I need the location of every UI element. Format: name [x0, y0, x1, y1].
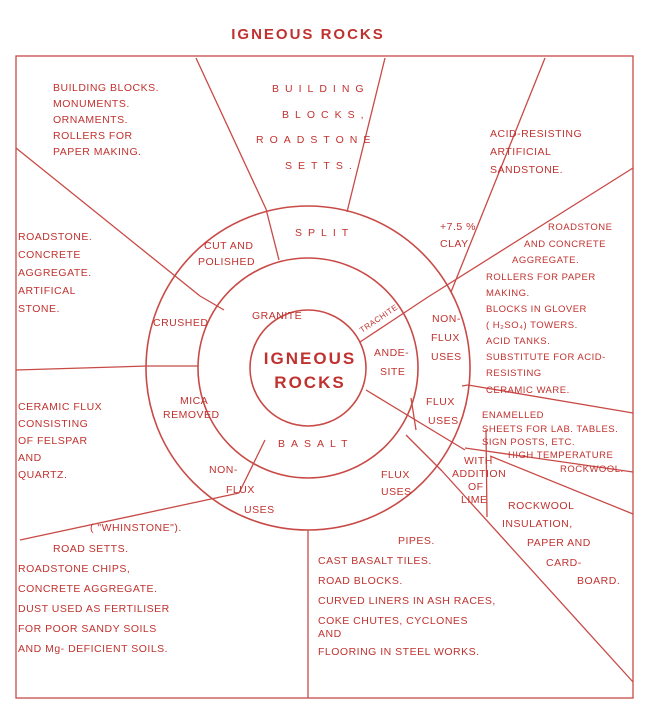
- trachite-label: TRACHITE: [358, 302, 400, 335]
- cut-polished-label-1: CUT AND: [204, 240, 254, 252]
- uses-rockwool-insulation: [502, 500, 620, 587]
- svg-text:ROAD BLOCKS.: ROAD BLOCKS.: [318, 575, 403, 587]
- andesite-flux-1: FLUX: [426, 396, 455, 408]
- svg-text:DUST USED AS FERTILISER: DUST USED AS FERTILISER: [18, 603, 170, 615]
- svg-text:CERAMIC FLUX: CERAMIC FLUX: [18, 401, 103, 413]
- uses-bottom-left: [18, 522, 182, 655]
- svg-text:LIME: LIME: [461, 494, 488, 506]
- svg-text:AND CONCRETE: AND CONCRETE: [524, 239, 607, 250]
- svg-text:ROADSTONE: ROADSTONE: [256, 134, 377, 146]
- svg-text:AND: AND: [18, 452, 42, 464]
- mica-removed-label-2: REMOVED: [163, 409, 220, 421]
- svg-text:ROLLERS FOR: ROLLERS FOR: [53, 130, 133, 142]
- svg-text:RESISTING: RESISTING: [486, 368, 542, 379]
- svg-text:( H₂SO₄) TOWERS.: ( H₂SO₄) TOWERS.: [486, 320, 578, 331]
- svg-text:FLOORING IN STEEL WORKS.: FLOORING IN STEEL WORKS.: [318, 646, 480, 658]
- uses-top-left: [53, 82, 159, 158]
- basalt-flux-2: USES: [381, 486, 412, 498]
- outer-ring: [146, 206, 470, 530]
- svg-text:ACID TANKS.: ACID TANKS.: [486, 336, 551, 347]
- svg-text:PAPER MAKING.: PAPER MAKING.: [53, 146, 142, 158]
- andesite-label-2: SITE: [380, 366, 406, 378]
- svg-text:ROADSTONE: ROADSTONE: [548, 222, 613, 233]
- svg-text:BLOCKS IN GLOVER: BLOCKS IN GLOVER: [486, 304, 587, 315]
- crushed-label: CRUSHED: [153, 317, 209, 329]
- svg-text:ARTIFICIAL: ARTIFICIAL: [490, 146, 552, 158]
- svg-text:ADDITION: ADDITION: [452, 468, 507, 480]
- svg-text:INSULATION,: INSULATION,: [502, 518, 573, 530]
- svg-text:ROAD SETTS.: ROAD SETTS.: [53, 543, 129, 555]
- andesite-label-1: ANDE-: [374, 347, 410, 359]
- granite-label: GRANITE: [252, 310, 303, 322]
- mica-removed-label-1: MICA: [180, 395, 209, 407]
- svg-text:ROCKWOOL.: ROCKWOOL.: [560, 464, 624, 475]
- svg-text:CLAY: CLAY: [440, 238, 469, 250]
- svg-text:COKE CHUTES, CYCLONES: COKE CHUTES, CYCLONES: [318, 615, 468, 627]
- split-label: SPLIT: [295, 227, 355, 239]
- center-line-1: IGNEOUS: [263, 349, 357, 368]
- svg-text:ROCKWOOL: ROCKWOOL: [508, 500, 575, 512]
- svg-text:STONE.: STONE.: [18, 303, 60, 315]
- uses-top-center: [256, 83, 376, 172]
- uses-with-lime: [452, 455, 506, 506]
- svg-text:ROADSTONE CHIPS,: ROADSTONE CHIPS,: [18, 563, 131, 575]
- svg-text:ENAMELLED: ENAMELLED: [482, 410, 545, 421]
- andesite-nonflux-2: FLUX: [431, 332, 460, 344]
- basalt-nonflux-1: NON-: [209, 464, 238, 476]
- svg-text:OF: OF: [468, 481, 484, 493]
- svg-text:PAPER AND: PAPER AND: [527, 537, 591, 549]
- svg-text:SANDSTONE.: SANDSTONE.: [490, 164, 564, 176]
- uses-top-right: [490, 128, 582, 176]
- svg-text:AND: AND: [318, 628, 342, 640]
- svg-text:SIGN POSTS, ETC.: SIGN POSTS, ETC.: [482, 437, 575, 448]
- svg-text:AGGREGATE.: AGGREGATE.: [512, 255, 580, 266]
- svg-text:CERAMIC WARE.: CERAMIC WARE.: [486, 385, 570, 396]
- svg-text:CONCRETE AGGREGATE.: CONCRETE AGGREGATE.: [18, 583, 158, 595]
- svg-text:CONCRETE: CONCRETE: [18, 249, 81, 261]
- svg-text:BOARD.: BOARD.: [577, 575, 621, 587]
- uses-clay: [440, 221, 476, 250]
- svg-text:CONSISTING: CONSISTING: [18, 418, 89, 430]
- svg-text:BUILDING: BUILDING: [272, 83, 370, 95]
- svg-text:WITH: WITH: [464, 455, 493, 467]
- svg-text:FOR POOR SANDY SOILS: FOR POOR SANDY SOILS: [18, 623, 157, 635]
- svg-text:CARD-: CARD-: [546, 557, 582, 569]
- svg-text:BLOCKS,: BLOCKS,: [282, 109, 370, 121]
- basalt-nonflux-3: USES: [244, 504, 275, 516]
- uses-enamelled: [482, 410, 618, 448]
- center-line-2: ROCKS: [274, 373, 346, 392]
- svg-text:ORNAMENTS.: ORNAMENTS.: [53, 114, 129, 126]
- svg-text:PIPES.: PIPES.: [398, 535, 435, 547]
- svg-text:SHEETS FOR LAB. TABLES.: SHEETS FOR LAB. TABLES.: [482, 424, 619, 435]
- svg-text:AGGREGATE.: AGGREGATE.: [18, 267, 92, 279]
- svg-text:+7.5 %: +7.5 %: [440, 221, 476, 233]
- basalt-label: BASALT: [278, 438, 354, 450]
- basalt-nonflux-2: FLUX: [226, 484, 255, 496]
- svg-text:ACID-RESISTING: ACID-RESISTING: [490, 128, 583, 140]
- svg-text:CURVED LINERS IN ASH RACES,: CURVED LINERS IN ASH RACES,: [318, 595, 496, 607]
- andesite-nonflux-3: USES: [431, 351, 462, 363]
- andesite-flux-2: USES: [428, 415, 459, 427]
- svg-text:CAST BASALT TILES.: CAST BASALT TILES.: [318, 555, 432, 567]
- svg-text:BUILDING BLOCKS.: BUILDING BLOCKS.: [53, 82, 160, 94]
- andesite-nonflux-1: NON-: [432, 313, 461, 325]
- svg-text:ROADSTONE.: ROADSTONE.: [18, 231, 93, 243]
- svg-text:OF FELSPAR: OF FELSPAR: [18, 435, 88, 447]
- center-label: [264, 349, 356, 392]
- svg-text:AND Mg- DEFICIENT SOILS.: AND Mg- DEFICIENT SOILS.: [18, 643, 169, 655]
- svg-text:( "WHINSTONE").: ( "WHINSTONE").: [90, 522, 182, 534]
- svg-text:MAKING.: MAKING.: [486, 288, 530, 299]
- cut-polished-label-2: POLISHED: [198, 256, 256, 268]
- svg-text:MONUMENTS.: MONUMENTS.: [53, 98, 130, 110]
- svg-text:SUBSTITUTE FOR ACID-: SUBSTITUTE FOR ACID-: [486, 352, 606, 363]
- diagram-title: IGNEOUS ROCKS: [231, 26, 385, 43]
- svg-text:QUARTZ.: QUARTZ.: [18, 469, 68, 481]
- center-circle: [250, 310, 366, 426]
- uses-left-upper: [18, 231, 92, 315]
- svg-text:SETTS.: SETTS.: [285, 160, 358, 172]
- svg-text:ROLLERS FOR PAPER: ROLLERS FOR PAPER: [486, 272, 596, 283]
- svg-text:ARTIFICAL: ARTIFICAL: [18, 285, 76, 297]
- uses-left-middle: [18, 401, 102, 481]
- basalt-flux-1: FLUX: [381, 469, 410, 481]
- uses-bottom-right: [318, 535, 496, 658]
- svg-text:HIGH TEMPERATURE: HIGH TEMPERATURE: [508, 450, 614, 461]
